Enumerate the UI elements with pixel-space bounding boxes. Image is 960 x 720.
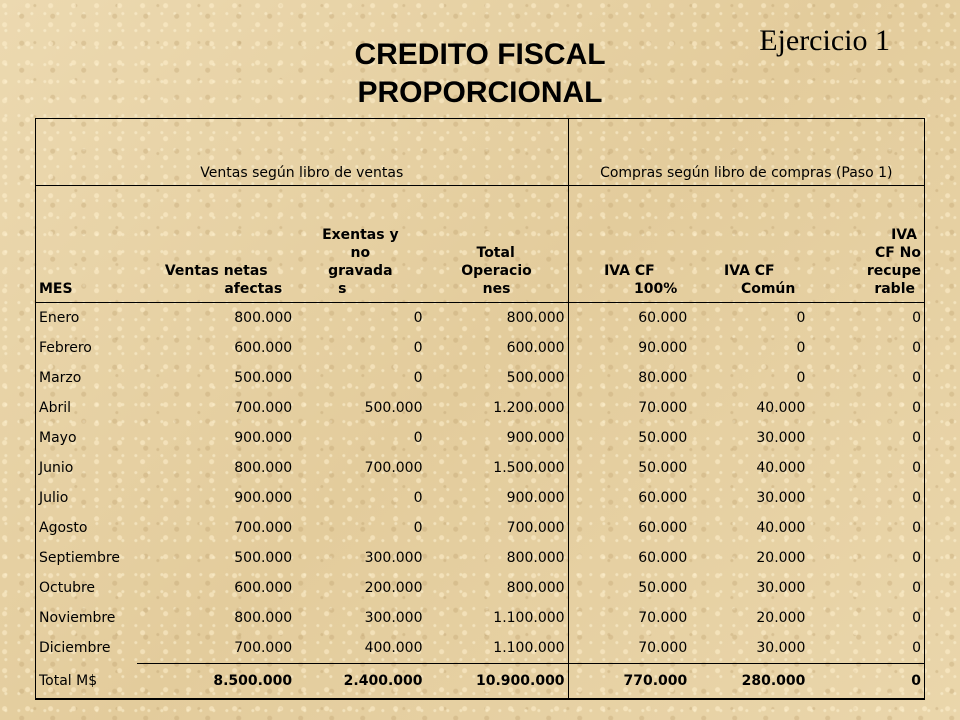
col-header-iva-norec-l1: IVA [891,227,917,243]
col-header-exentas-l4: s [338,281,347,297]
col-header-total-l2: Operacio [461,263,532,279]
cell-iva-comun: 30.000 [756,490,806,506]
cell-iva-norec: 0 [808,603,924,633]
cell-exentas: 700.000 [364,460,423,476]
cell-iva-comun: 40.000 [756,400,806,416]
cell-mes: Enero [36,303,138,334]
col-header-iva-norec [808,186,924,303]
cell-iva-comun: 0 [796,340,806,356]
col-header-iva-100-l2: 100% [633,281,678,297]
cell-iva-100: 60.000 [638,520,688,536]
table-row [36,393,925,423]
cell-iva-comun: 40.000 [756,520,806,536]
total-cell-iva-comun: 280.000 [690,664,808,700]
cell-mes: Diciembre [36,633,138,664]
cell-iva-100: 60.000 [638,550,688,566]
table-row [36,513,925,543]
cell-mes: Septiembre [36,543,138,573]
cell-iva-100: 70.000 [638,640,688,656]
cell-exentas: 0 [413,520,423,536]
table-row [36,453,925,483]
col-header-exentas-l3: gravada [328,263,393,279]
col-header-total-l1: Total [476,245,515,261]
cell-ventas-netas: 700.000 [234,640,293,656]
cell-total: 1.500.000 [426,453,569,483]
page-title [300,36,660,112]
cell-iva-comun: 20.000 [756,610,806,626]
col-header-exentas-l2: no [350,245,371,261]
cell-exentas: 300.000 [364,610,423,626]
cell-mes: Noviembre [36,603,138,633]
total-cell-ventas-netas: 8.500.000 [137,664,295,700]
table-row [36,573,925,603]
cell-total: 1.100.000 [426,603,569,633]
title-line-1: CREDITO FISCAL [354,38,606,71]
total-cell-iva-100: 770.000 [568,664,690,700]
total-cell-total: 10.900.000 [426,664,569,700]
cell-mes: Agosto [36,513,138,543]
cell-mes: Octubre [36,573,138,603]
col-header-exentas [295,186,425,303]
col-header-iva-comun-l1: IVA CF [723,263,775,279]
cell-iva-norec: 0 [808,393,924,423]
table-row [36,333,925,363]
cell-mes: Marzo [36,363,138,393]
table-row [36,543,925,573]
cell-mes: Julio [36,483,138,513]
cell-iva-norec: 0 [808,543,924,573]
group-compras-header: Compras según libro de compras (Paso 1) [568,119,924,186]
cell-iva-100: 50.000 [638,580,688,596]
cell-iva-100: 80.000 [638,370,688,386]
cell-total: 900.000 [426,423,569,453]
cell-exentas: 0 [413,310,423,326]
col-header-iva-norec-l3: recupe [866,263,921,279]
cell-total: 600.000 [426,333,569,363]
exercise-label: Ejercicio 1 [759,24,890,57]
title-line-2: PROPORCIONAL [357,76,603,109]
cell-exentas: 400.000 [364,640,423,656]
col-header-iva-100 [568,186,690,303]
table-row [36,633,925,664]
column-header-row [36,186,925,303]
group-header-row [36,119,925,186]
table-row [36,303,925,334]
cell-iva-comun: 30.000 [756,640,806,656]
cell-exentas: 0 [413,430,423,446]
cell-ventas-netas: 500.000 [234,550,293,566]
col-header-ventas-netas-l1: Ventas netas [164,263,268,279]
col-header-iva-100-l1: IVA CF [604,263,655,279]
cell-iva-comun: 30.000 [756,430,806,446]
cell-iva-comun: 20.000 [756,550,806,566]
cell-total: 900.000 [426,483,569,513]
cell-ventas-netas: 700.000 [234,400,293,416]
totals-row [36,664,925,700]
cell-iva-100: 70.000 [638,610,688,626]
col-header-total-l3: nes [482,281,511,297]
cell-ventas-netas: 700.000 [234,520,293,536]
cell-iva-comun: 40.000 [756,460,806,476]
cell-iva-norec: 0 [808,363,924,393]
cell-mes: Mayo [36,423,138,453]
total-cell-exentas: 2.400.000 [295,664,425,700]
total-cell-iva-norec: 0 [808,664,924,700]
cell-exentas: 300.000 [364,550,423,566]
cell-iva-norec: 0 [808,513,924,543]
cell-ventas-netas: 600.000 [234,580,293,596]
cell-total: 800.000 [426,543,569,573]
col-header-exentas-l1: Exentas y [322,227,399,243]
cell-ventas-netas: 800.000 [234,460,293,476]
cell-iva-100: 70.000 [638,400,688,416]
cell-mes: Abril [36,393,138,423]
cell-iva-norec: 0 [808,483,924,513]
cell-iva-norec: 0 [808,423,924,453]
col-header-iva-comun-l2: Común [740,281,796,297]
cell-iva-norec: 0 [808,633,924,664]
table-row [36,423,925,453]
col-header-mes: MES [36,186,138,303]
col-header-iva-norec-l4: rable [874,281,915,297]
table-row [36,363,925,393]
col-header-iva-norec-l2: CF No [874,245,921,261]
cell-iva-comun: 0 [796,310,806,326]
cell-iva-norec: 0 [808,333,924,363]
cell-exentas: 500.000 [364,400,423,416]
cell-ventas-netas: 800.000 [234,610,293,626]
col-header-ventas-netas-l2: afectas [224,281,283,297]
cell-iva-norec: 0 [808,303,924,334]
cell-ventas-netas: 800.000 [234,310,293,326]
cell-iva-100: 60.000 [638,310,688,326]
cell-iva-100: 90.000 [638,340,688,356]
cell-exentas: 0 [413,370,423,386]
cell-ventas-netas: 600.000 [234,340,293,356]
table-body [36,303,925,700]
cell-iva-comun: 0 [796,370,806,386]
cell-total: 500.000 [426,363,569,393]
cell-mes: Junio [36,453,138,483]
total-cell-mes: Total M$ [36,664,138,700]
cell-iva-100: 50.000 [638,460,688,476]
col-header-iva-comun [690,186,808,303]
table-row [36,483,925,513]
cell-total: 800.000 [426,303,569,334]
cell-exentas: 0 [413,490,423,506]
table-row [36,603,925,633]
cell-iva-comun: 30.000 [756,580,806,596]
cell-iva-100: 50.000 [638,430,688,446]
cell-ventas-netas: 900.000 [234,430,293,446]
credit-fiscal-table [35,118,925,700]
cell-mes: Febrero [36,333,138,363]
cell-iva-100: 60.000 [638,490,688,506]
cell-ventas-netas: 900.000 [234,490,293,506]
cell-ventas-netas: 500.000 [234,370,293,386]
col-header-total [426,186,569,303]
cell-total: 1.100.000 [426,633,569,664]
group-ventas-header: Ventas según libro de ventas [36,119,569,186]
cell-total: 800.000 [426,573,569,603]
cell-iva-norec: 0 [808,573,924,603]
cell-exentas: 0 [413,340,423,356]
cell-total: 700.000 [426,513,569,543]
cell-iva-norec: 0 [808,453,924,483]
cell-total: 1.200.000 [426,393,569,423]
cell-exentas: 200.000 [364,580,423,596]
col-header-ventas-netas [137,186,295,303]
